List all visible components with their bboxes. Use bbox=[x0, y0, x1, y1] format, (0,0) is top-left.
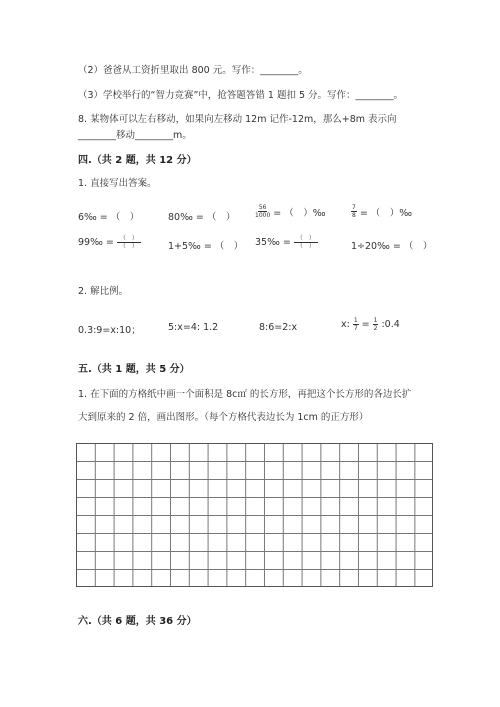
calc-1-plus-5-permille bbox=[168, 238, 243, 252]
fraction bbox=[353, 317, 359, 332]
q8-line-1: 8. 某物体可以左右移动，如果向左移动 12m 记作-12m，那么+8m 表示向 bbox=[78, 114, 397, 125]
fraction-numerator: 7 bbox=[352, 204, 356, 211]
q2-line: （2）爸爸从工资折里取出 800 元。写作：________。 bbox=[78, 65, 308, 76]
fraction-denominator: 7 bbox=[353, 325, 358, 332]
calc-text: 80‰ = （ ） bbox=[168, 212, 236, 223]
calc-text: 0.3:9=x:10； bbox=[78, 325, 141, 336]
fraction-denominator: （ ） bbox=[119, 243, 138, 250]
calc-text: = （ ）‰ bbox=[273, 207, 326, 219]
fraction bbox=[117, 235, 141, 250]
s4-q1-title: 1. 直接写出答案。 bbox=[78, 178, 157, 189]
calc-text: = bbox=[361, 319, 370, 330]
q3-line: （3）学校举行的“智力竞赛”中，抢答题答错 1 题扣 5 分。写作：________。 bbox=[78, 90, 404, 101]
calc-56-over-1000 bbox=[255, 204, 326, 219]
calc-text: 35‰ = bbox=[255, 237, 291, 248]
fraction bbox=[373, 317, 379, 332]
q8-line-2: ________移动________m。 bbox=[78, 130, 192, 141]
calc-text: 1+5‰ = （ ） bbox=[168, 241, 244, 252]
fraction-numerator: （ ） bbox=[117, 235, 141, 243]
s5-q1-line-2: 大到原来的 2 倍，画出图形。（每个方格代表边长为 1cm 的正方形） bbox=[78, 412, 369, 423]
proportion-b bbox=[168, 322, 218, 333]
proportion-d bbox=[341, 317, 400, 332]
s5-q1-line-1: 1. 在下面的方格纸中画一个面积是 8c㎡ 的长方形，再把这个长方形的各边长扩 bbox=[78, 389, 412, 400]
section5-heading: 五.（共 1 题，共 5 分） bbox=[78, 364, 190, 375]
calc-text: = （ ）‰ bbox=[359, 207, 413, 219]
section4-heading: 四.（共 2 题，共 12 分） bbox=[78, 155, 197, 166]
calc-text: 6‰ = （ ） bbox=[78, 212, 140, 223]
proportion-c bbox=[259, 322, 297, 333]
fraction-denominator: （ ） bbox=[296, 243, 315, 250]
calc-text: 1÷20‰ = （ ） bbox=[351, 241, 433, 252]
calc-80-permille bbox=[168, 209, 235, 223]
proportion-a bbox=[78, 322, 141, 336]
fraction-numerator: （ ） bbox=[294, 235, 318, 243]
fraction-denominator: 1000 bbox=[255, 212, 271, 219]
fraction-denominator: 2 bbox=[373, 325, 378, 332]
fraction bbox=[294, 235, 318, 250]
calc-text: 5:x=4: 1.2 bbox=[168, 322, 219, 333]
section6-heading: 六.（共 6 题，共 36 分） bbox=[78, 616, 197, 627]
fraction-numerator: 56 bbox=[258, 204, 267, 211]
calc-1-div-20-permille bbox=[351, 238, 432, 252]
calc-text: x: bbox=[341, 319, 350, 330]
fraction-numerator: 1 bbox=[353, 317, 358, 324]
s4-q2-title: 2. 解比例。 bbox=[78, 286, 129, 297]
fraction-numerator: 1 bbox=[373, 317, 378, 324]
calc-99-permille bbox=[78, 235, 141, 250]
calc-7-over-8 bbox=[351, 204, 412, 219]
fraction bbox=[255, 204, 270, 219]
calc-text: 99‰ = bbox=[78, 237, 114, 248]
calc-6-permille bbox=[78, 209, 139, 223]
calc-35-permille bbox=[255, 235, 318, 250]
fraction-denominator: 8 bbox=[352, 212, 356, 219]
graph-paper-grid bbox=[76, 443, 433, 587]
fraction bbox=[351, 204, 357, 219]
calc-text: :0.4 bbox=[381, 319, 400, 330]
calc-text: 8:6=2:x bbox=[259, 322, 298, 333]
